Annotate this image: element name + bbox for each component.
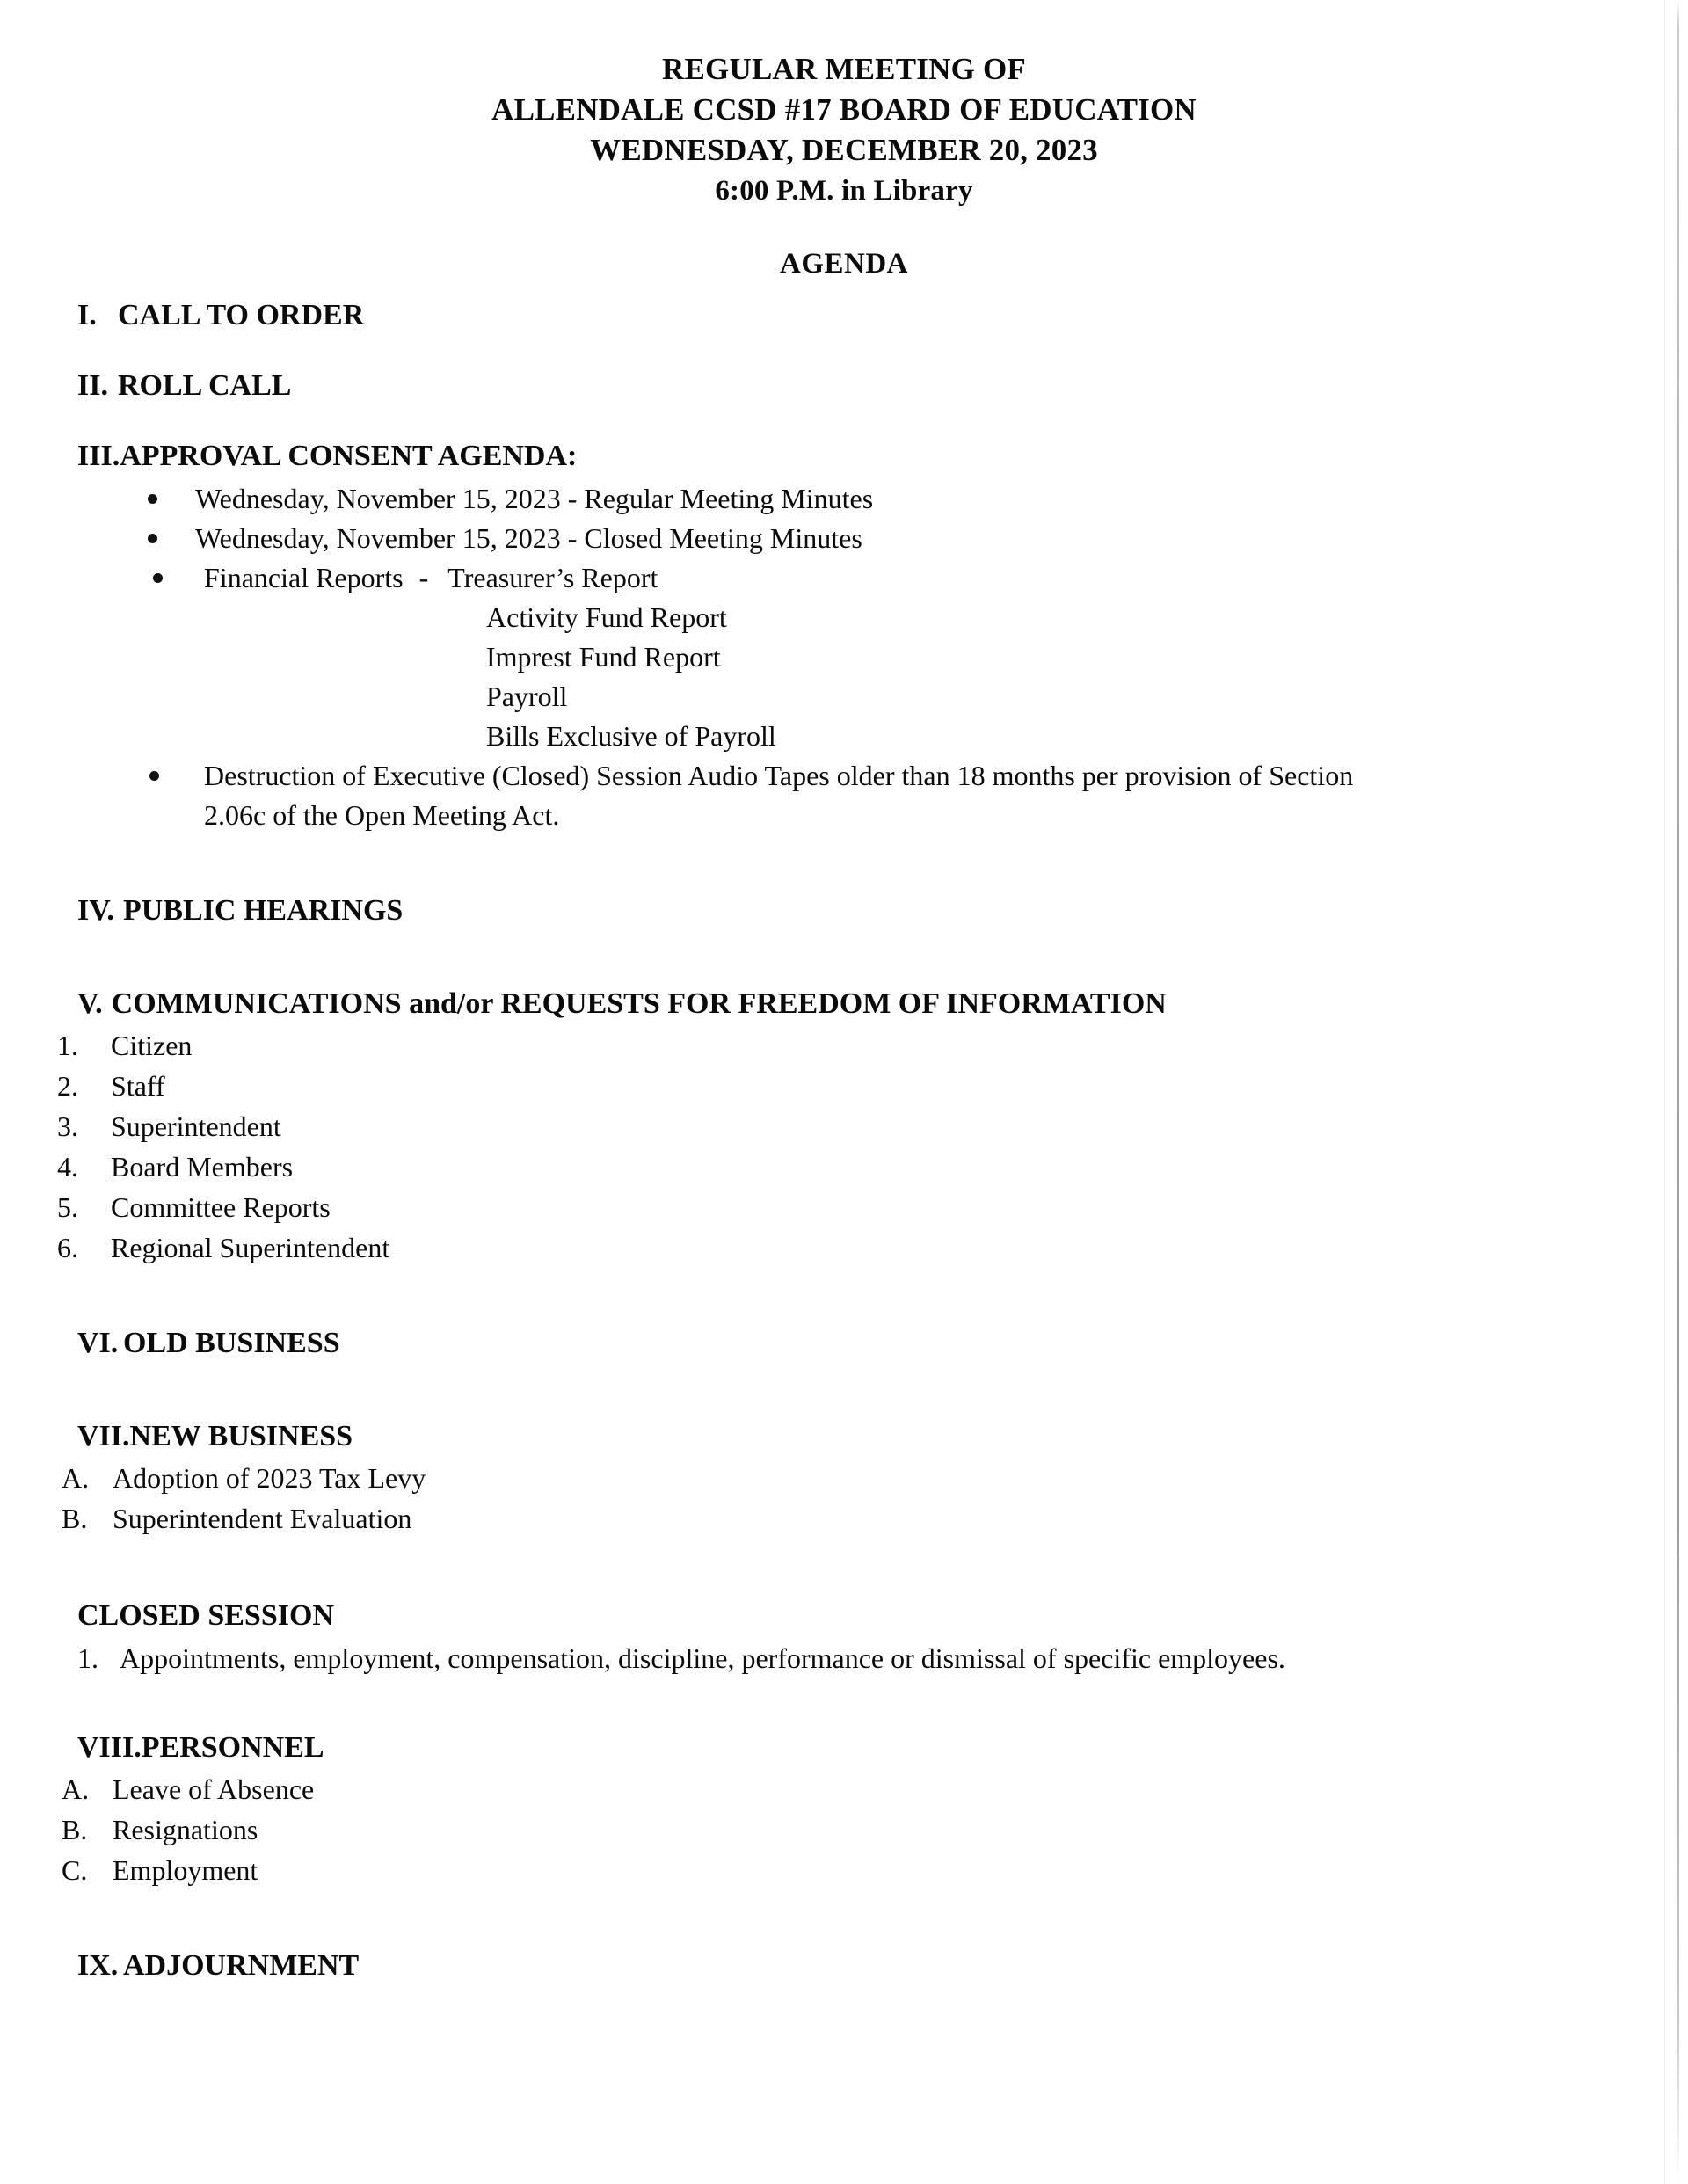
- financial-reports-row: [204, 558, 1688, 598]
- section-title: CALL TO ORDER: [118, 299, 365, 331]
- section-numeral: IV.: [77, 894, 114, 927]
- list-item-index: B.: [62, 1814, 88, 1845]
- section-adjournment: [77, 1948, 1688, 1984]
- section-roll-call: [77, 368, 1688, 404]
- list-item: [0, 479, 1688, 519]
- section-new-business: [77, 1419, 1688, 1454]
- list-item-index: B.: [62, 1503, 88, 1534]
- section-old-business: [77, 1326, 1688, 1361]
- section-title: ROLL CALL: [118, 369, 292, 402]
- communications-list: [0, 1025, 1688, 1268]
- section-public-hearings: [77, 893, 1688, 928]
- list-item-destruction-of-tapes: [0, 756, 1688, 835]
- list-item-label: Wednesday, November 15, 2023 - Regular Meeting Minutes: [195, 483, 874, 514]
- section-title: PERSONNEL: [141, 1731, 324, 1764]
- list-item-label: Appointments, employment, compensation, discipline, performance or dismissal of specific employees.: [120, 1642, 1285, 1674]
- new-business-list: [0, 1458, 1688, 1539]
- financial-report-item: Payroll: [486, 681, 568, 712]
- bullet-icon: [149, 771, 159, 781]
- list-item-label: Committee Reports: [111, 1191, 331, 1223]
- list-item: [0, 1227, 1688, 1268]
- list-item: [0, 1458, 1688, 1498]
- list-item-label: Staff: [111, 1070, 165, 1102]
- header-line-1: REGULAR MEETING OF: [662, 52, 1026, 86]
- list-item-index: A.: [62, 1462, 90, 1494]
- list-item-label: Employment: [113, 1854, 258, 1886]
- financial-report-item: Bills Exclusive of Payroll: [486, 720, 776, 752]
- section-numeral: VIII.: [77, 1731, 142, 1764]
- header-line-4: 6:00 P.M. in Library: [715, 175, 973, 207]
- section-personnel: [77, 1730, 1688, 1765]
- list-item-label: Wednesday, November 15, 2023 - Closed Meeting Minutes: [195, 522, 862, 554]
- section-numeral: IX.: [77, 1949, 119, 1982]
- list-item: [0, 1066, 1688, 1106]
- list-item: [77, 1639, 1688, 1678]
- agenda-label: AGENDA: [779, 248, 908, 280]
- section-call-to-order: [77, 298, 1688, 333]
- section-title: PUBLIC HEARINGS: [123, 894, 404, 927]
- list-item-index: 2.: [57, 1070, 78, 1102]
- personnel-list: [0, 1769, 1688, 1890]
- section-numeral: V.: [77, 987, 103, 1020]
- section-title: COMMUNICATIONS and/or REQUESTS FOR FREEDOM OF INFORMATION: [111, 987, 1167, 1020]
- list-item: [0, 1809, 1688, 1850]
- list-item-index: 5.: [57, 1191, 78, 1223]
- list-item: [0, 1850, 1688, 1890]
- list-item-label: Regional Superintendent: [111, 1232, 390, 1263]
- financial-report-item: Imprest Fund Report: [486, 641, 721, 673]
- section-closed-session-title: CLOSED SESSION: [77, 1599, 334, 1632]
- list-item-index: 6.: [57, 1232, 78, 1263]
- list-item-index: 1.: [57, 1030, 78, 1061]
- list-item-label: Resignations: [113, 1814, 258, 1845]
- financial-report-item: Activity Fund Report: [486, 601, 727, 633]
- list-item: [0, 1498, 1688, 1539]
- closed-session-list: [0, 1639, 1688, 1678]
- financial-reports-label: Financial Reports: [204, 562, 404, 593]
- section-title: NEW BUSINESS: [129, 1420, 353, 1452]
- list-item-financial-reports: [0, 558, 1688, 756]
- destruction-line-1: Destruction of Executive (Closed) Session Audio Tapes older than 18 months per provision of Section: [204, 760, 1354, 791]
- section-numeral: I.: [77, 299, 97, 331]
- section-numeral: II.: [77, 369, 108, 402]
- list-item: [0, 1187, 1688, 1227]
- destruction-line-2: 2.06c of the Open Meeting Act.: [204, 799, 560, 831]
- bullet-icon: [148, 494, 157, 504]
- bullet-icon: [153, 573, 163, 583]
- list-item-label: Leave of Absence: [113, 1773, 315, 1805]
- list-item-label: Board Members: [111, 1151, 294, 1183]
- list-item: [0, 1106, 1688, 1147]
- financial-report-item: Treasurer’s Report: [447, 562, 658, 593]
- consent-agenda-list: [0, 479, 1688, 835]
- section-numeral: III.: [77, 440, 120, 472]
- list-item-label: Citizen: [111, 1030, 193, 1061]
- header-line-2: ALLENDALE CCSD #17 BOARD OF EDUCATION: [491, 92, 1197, 127]
- list-item: [0, 519, 1688, 558]
- header-line-3: WEDNESDAY, DECEMBER 20, 2023: [590, 133, 1098, 167]
- section-title: APPROVAL CONSENT AGENDA:: [120, 440, 578, 472]
- list-item-index: C.: [62, 1854, 88, 1886]
- list-item: [0, 1147, 1688, 1187]
- list-item: [0, 1025, 1688, 1066]
- section-title: OLD BUSINESS: [123, 1327, 340, 1359]
- list-item-index: 1.: [77, 1642, 98, 1674]
- list-item-index: 4.: [57, 1151, 78, 1183]
- list-item-index: A.: [62, 1773, 90, 1805]
- section-approval-consent-agenda: [77, 439, 1688, 474]
- section-numeral: VII.: [77, 1420, 130, 1452]
- bullet-icon: [148, 534, 157, 543]
- list-item-label: Superintendent: [111, 1110, 281, 1142]
- section-communications: [77, 986, 1688, 1022]
- section-title: ADJOURNMENT: [123, 1949, 360, 1982]
- financial-reports-dash: -: [418, 562, 429, 593]
- document-header: [0, 0, 1688, 211]
- list-item-index: 3.: [57, 1110, 78, 1142]
- list-item-label: Superintendent Evaluation: [113, 1503, 412, 1534]
- list-item-label: Adoption of 2023 Tax Levy: [113, 1462, 426, 1494]
- section-numeral: VI.: [77, 1327, 119, 1359]
- list-item: [0, 1769, 1688, 1809]
